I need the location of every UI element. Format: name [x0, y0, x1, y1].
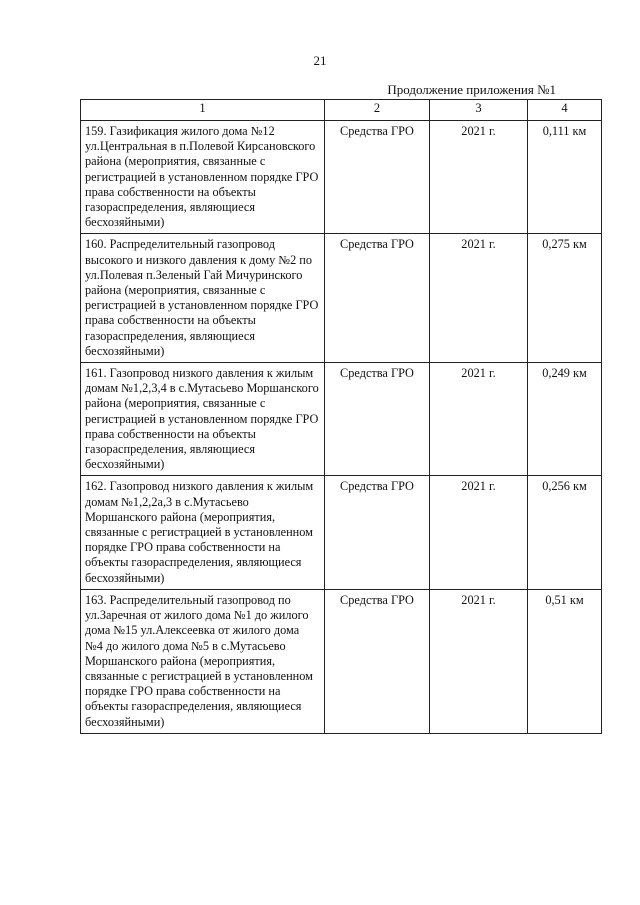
row-funding-source: Средства ГРО — [325, 363, 430, 476]
header-cell-1: 1 — [81, 100, 325, 121]
table-row — [81, 363, 602, 476]
row-length: 0,111 км — [528, 121, 602, 234]
table-row — [81, 234, 602, 363]
row-length: 0,256 км — [528, 476, 602, 589]
row-length: 0,275 км — [528, 234, 602, 363]
row-year: 2021 г. — [430, 589, 528, 733]
row-description: 159. Газификация жилого дома №12 ул.Центральная в п.Полевой Кирсановского района (мероприятия, связанные с регистрацией в установленном порядке ГРО права собственности на объекты газораспределения, являющиеся бесхозяйными) — [81, 121, 325, 234]
table-row — [81, 589, 602, 733]
table-row — [81, 476, 602, 589]
row-funding-source: Средства ГРО — [325, 476, 430, 589]
row-description: 161. Газопровод низкого давления к жилым домам №1,2,3,4 в с.Мутасьево Моршанского района (мероприятия, связанные с регистрацией в установленном порядке ГРО права собственности на объекты газораспределения, являющиеся бесхозяйными) — [81, 363, 325, 476]
header-cell-4: 4 — [528, 100, 602, 121]
row-funding-source: Средства ГРО — [325, 234, 430, 363]
row-length: 0,51 км — [528, 589, 602, 733]
row-year: 2021 г. — [430, 234, 528, 363]
row-description: 160. Распределительный газопровод высокого и низкого давления к дому №2 по ул.Полевая п.Зеленый Гай Мичуринского района (мероприятия, связанные с регистрацией в установленном порядке ГРО права собственности на объекты газораспределения, являющиеся бесхозяйными) — [81, 234, 325, 363]
table-row — [81, 121, 602, 234]
page-number: 21 — [313, 53, 327, 68]
header-row — [81, 100, 602, 121]
appendix-table — [80, 99, 602, 734]
row-funding-source: Средства ГРО — [325, 121, 430, 234]
row-year: 2021 г. — [430, 121, 528, 234]
row-length: 0,249 км — [528, 363, 602, 476]
row-description: 163. Распределительный газопровод по ул.Заречная от жилого дома №1 до жилого дома №15 ул.Алексеевка от жилого дома №4 до жилого дома №5 в с.Мутасьево Моршанского района (мероприятия, связанные с регистрацией в установленном порядке ГРО права собственности на объекты газораспределения, являющиеся бесхозяйными) — [81, 589, 325, 733]
continuation-note: Продолжение приложения №1 — [387, 82, 556, 97]
header-cell-2: 2 — [325, 100, 430, 121]
row-description: 162. Газопровод низкого давления к жилым домам №1,2,2а,3 в с.Мутасьево Моршанского района (мероприятия, связанные с регистрацией в установленном порядке ГРО права собственности на объекты газораспределения, являющиеся бесхозяйными) — [81, 476, 325, 589]
row-year: 2021 г. — [430, 363, 528, 476]
row-funding-source: Средства ГРО — [325, 589, 430, 733]
row-year: 2021 г. — [430, 476, 528, 589]
header-cell-3: 3 — [430, 100, 528, 121]
